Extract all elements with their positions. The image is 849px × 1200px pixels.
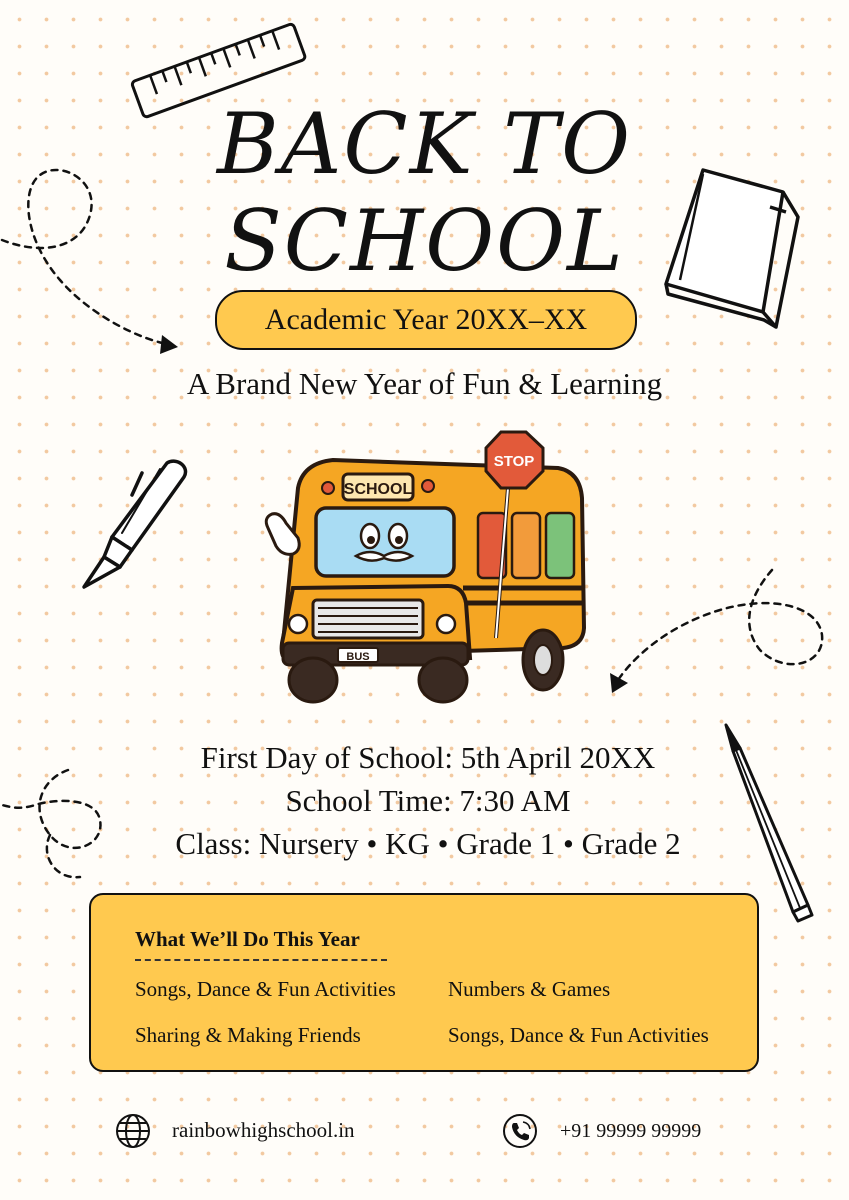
activity-item: Songs, Dance & Fun Activities (448, 1023, 709, 1047)
bus-plate-text: BUS (346, 651, 370, 663)
website-link[interactable]: rainbowhighschool.in (172, 1118, 355, 1142)
title-line-1: BACK TO (216, 95, 632, 193)
activities-panel (89, 893, 759, 1072)
activities-heading: What We’ll Do This Year (135, 927, 360, 951)
tagline: A Brand New Year of Fun & Learning (186, 366, 663, 401)
activity-item: Songs, Dance & Fun Activities (135, 977, 396, 1001)
classes-text: Class: Nursery • KG • Grade 1 • Grade 2 (175, 826, 681, 861)
school-time-text: School Time: 7:30 AM (285, 783, 571, 818)
phone-number[interactable]: +91 99999 99999 (560, 1120, 702, 1142)
activity-item: Sharing & Making Friends (135, 1023, 361, 1047)
bus-header-text: SCHOOL (343, 481, 413, 498)
activity-item: Numbers & Games (448, 977, 611, 1001)
first-day-text: First Day of School: 5th April 20XX (200, 740, 656, 775)
school-bus-illustration (258, 428, 593, 706)
phone-icon (502, 1113, 538, 1149)
stop-sign-text: STOP (493, 453, 535, 470)
dashed-arrow-icon (600, 565, 840, 700)
academic-year-text: Academic Year 20XX–XX (264, 303, 588, 336)
globe-icon (115, 1113, 151, 1149)
academic-year-badge (215, 290, 637, 350)
heading-divider (135, 959, 387, 961)
title-line-2: SCHOOL (224, 192, 625, 290)
pen-icon (72, 455, 192, 595)
